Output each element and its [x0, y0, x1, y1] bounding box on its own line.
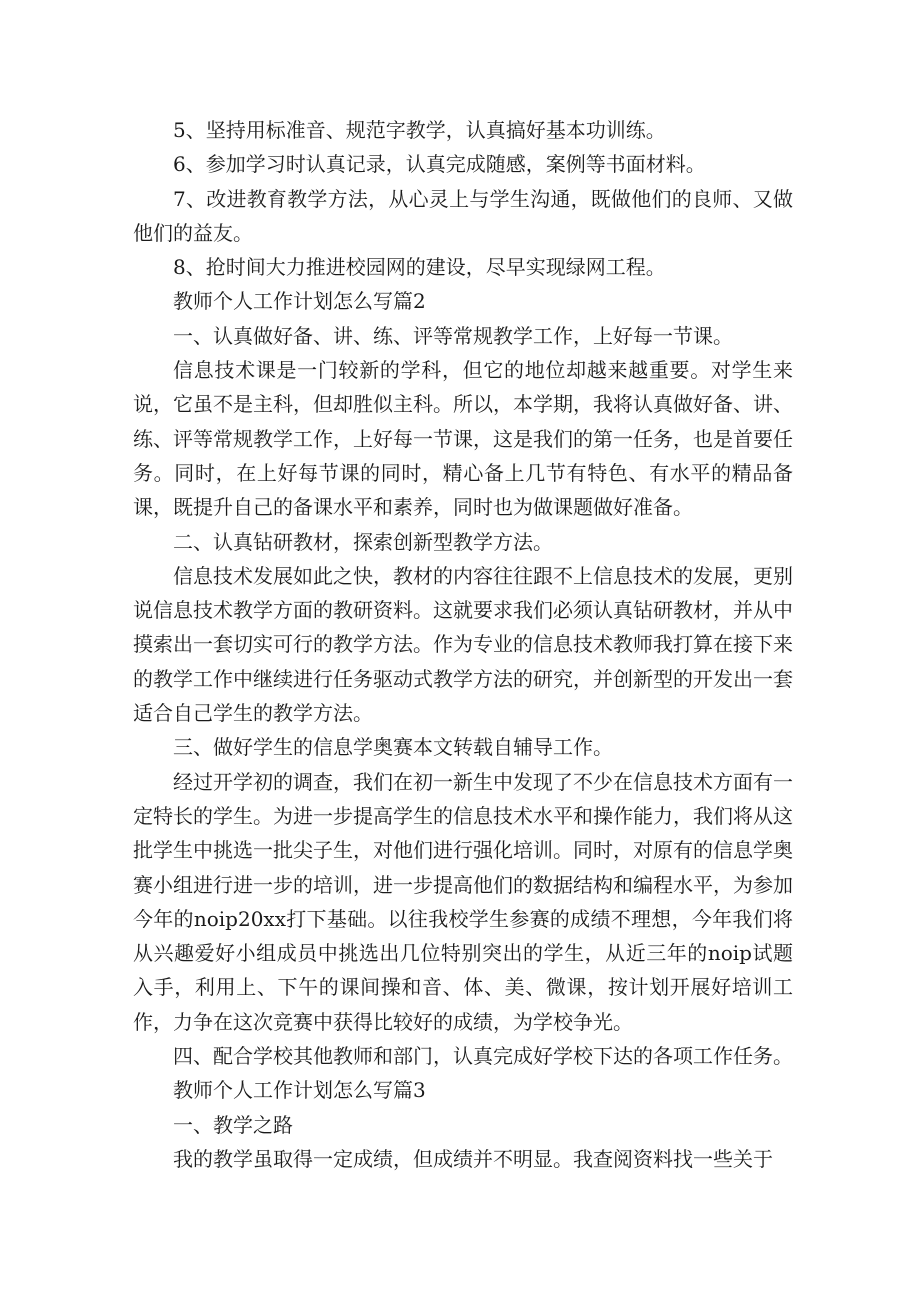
- section-heading-4: 四、配合学校其他教师和部门，认真完成好学校下达的各项工作任务。: [173, 1044, 793, 1069]
- section-heading-2: 二、认真钻研教材，探索创新型教学方法。: [173, 529, 553, 554]
- list-item-7: 7、改进教育教学方法，从心灵上与学生沟通，既做他们的良师、又做他们的益友。: [133, 186, 793, 245]
- section-heading-teaching-path: 一、教学之路: [173, 1112, 293, 1137]
- section-heading-3: 三、做好学生的信息学奥赛本文转载自辅导工作。: [173, 735, 613, 760]
- document-body: [133, 113, 793, 1176]
- paragraph: 我的教学虽取得一定成绩，但成绩并不明显。我查阅资料找一些关于: [173, 1146, 773, 1171]
- paragraph: 信息技术发展如此之快，教材的内容往往跟不上信息技术的发展，更别说信息技术教学方面的教研资料。这就要求我们必须认真钻研教材，并从中摸索出一套切实可行的教学方法。作为专业的信息技术教师我打算在接下来的教学工作中继续进行任务驱动式教学方法的研究，并创新型的开发出一套适合自己学生的教学方法。: [133, 563, 793, 726]
- paragraph: 经过开学初的调查，我们在初一新生中发现了不少在信息技术方面有一定特长的学生。为进一步提高学生的信息技术水平和操作能力，我们将从这批学生中挑选一批尖子生，对他们进行强化培训。同时，对原有的信息学奥赛小组进行进一步的培训，进一步提高他们的数据结构和编程水平，为参加今年的noip20xx打下基础。以往我校学生参赛的成绩不理想，今年我们将从兴趣爱好小组成员中挑选出几位特别突出的学生，从近三年的noip试题入手，利用上、下午的课间操和音、体、美、微课，按计划开展好培训工作，力争在这次竞赛中获得比较好的成绩，为学校争光。: [133, 769, 793, 1034]
- section-title-part-3: 教师个人工作计划怎么写篇3: [173, 1078, 426, 1103]
- paragraph: 信息技术课是一门较新的学科，但它的地位却越来越重要。对学生来说，它虽不是主科，但却胜似主科。所以，本学期，我将认真做好备、讲、练、评等常规教学工作，上好每一节课，这是我们的第一任务，也是首要任务。同时，在上好每节课的同时，精心备上几节有特色、有水平的精品备课，既提升自己的备课水平和素养，同时也为做课题做好准备。: [133, 358, 793, 520]
- list-item-8: 8、抢时间大力推进校园网的建设，尽早实现绿网工程。: [173, 255, 666, 280]
- section-heading-1: 一、认真做好备、讲、练、评等常规教学工作，上好每一节课。: [173, 323, 733, 348]
- list-item-5: 5、坚持用标准音、规范字教学，认真搞好基本功训练。: [173, 118, 666, 142]
- list-item-6: 6、参加学习时认真记录，认真完成随感，案例等书面材料。: [173, 152, 706, 177]
- section-title-part-2: 教师个人工作计划怎么写篇2: [173, 289, 426, 314]
